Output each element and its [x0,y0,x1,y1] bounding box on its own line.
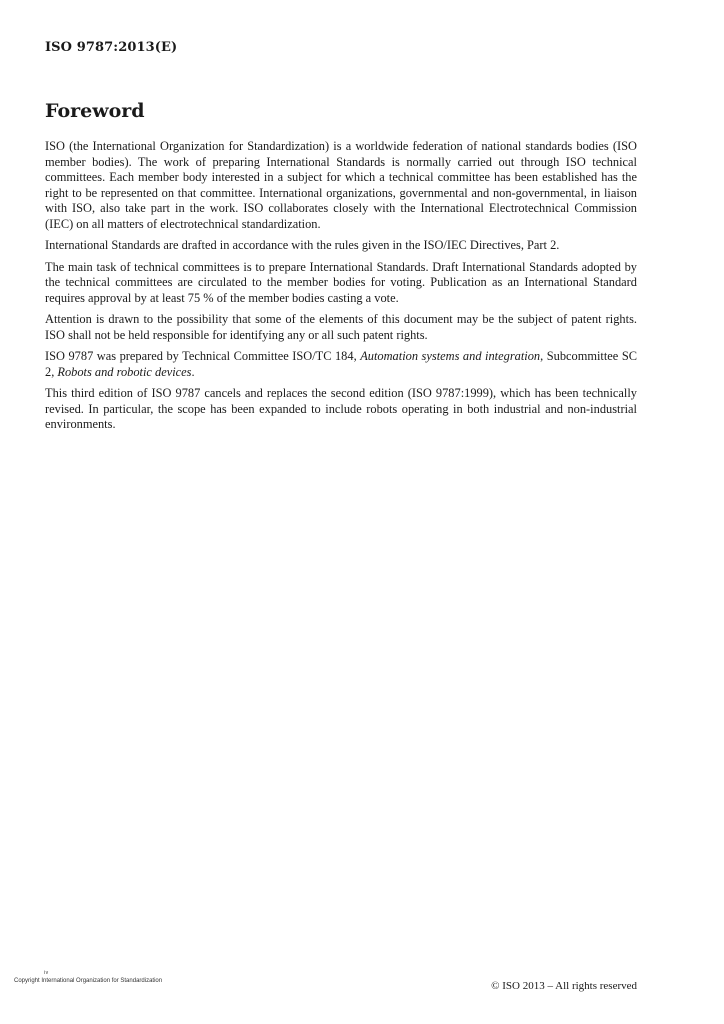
document-id: ISO 9787:2013(E) [45,40,178,55]
committee-title: Automation systems and integration [360,349,541,363]
paragraph-iso-intro: ISO (the International Organization for Standardization) is a worldwide federation of national standards bodies (ISO member bodies). The work of preparing International Standards is normally carried out through ISO technical committees. Each member body interested in a subject for which a technical committee has been established has the right to be represented on that committee. International organizations, governmental and non-governmental, in liaison with ISO, also take part in the work. ISO collaborates closely with the International Electrotechnical Commission (IEC) on all matters of electrotechnical standardization. [45,139,637,231]
page-number: iv [44,970,49,976]
prepared-by-subcommittee: , Subcommittee SC 2, [45,349,637,379]
paragraph-committee-task: The main task of technical committees is to prepare International Standards. Draft International Standards adopted by the technical committees are circulated to the member bodies for voting. Publication as an International Standard requires approval by at least 75 % of the member bodies casting a vote. [45,259,637,305]
subcommittee-title: Robots and robotic devices [57,364,192,379]
paragraph-prepared-by [45,349,637,380]
paragraph-patent-notice: Attention is drawn to the possibility that some of the elements of this document may be the subject of patent rights. ISO shall not be held responsible for identifying any or all such patent rights. [45,312,637,342]
paragraph-edition-note: This third edition of ISO 9787 cancels and replaces the second edition (ISO 9787:1999), which has been technically revised. In particular, the scope has been expanded to include robots operating in both industrial and non-industrial environments. [45,386,637,431]
footer-copyright-right: © ISO 2013 – All rights reserved [491,980,637,992]
foreword-body [45,139,637,439]
prepared-by-text: ISO 9787 was prepared by Technical Committee ISO/TC 184, [45,349,361,363]
prepared-by-end: . [191,364,195,379]
paragraph-directives: International Standards are drafted in accordance with the rules given in the ISO/IEC Directives, Part 2. [45,238,560,252]
footer-copyright-left [14,970,163,984]
foreword-heading: Foreword [45,100,145,122]
copyright-left-text: Copyright International Organization for Standardization [14,978,163,984]
